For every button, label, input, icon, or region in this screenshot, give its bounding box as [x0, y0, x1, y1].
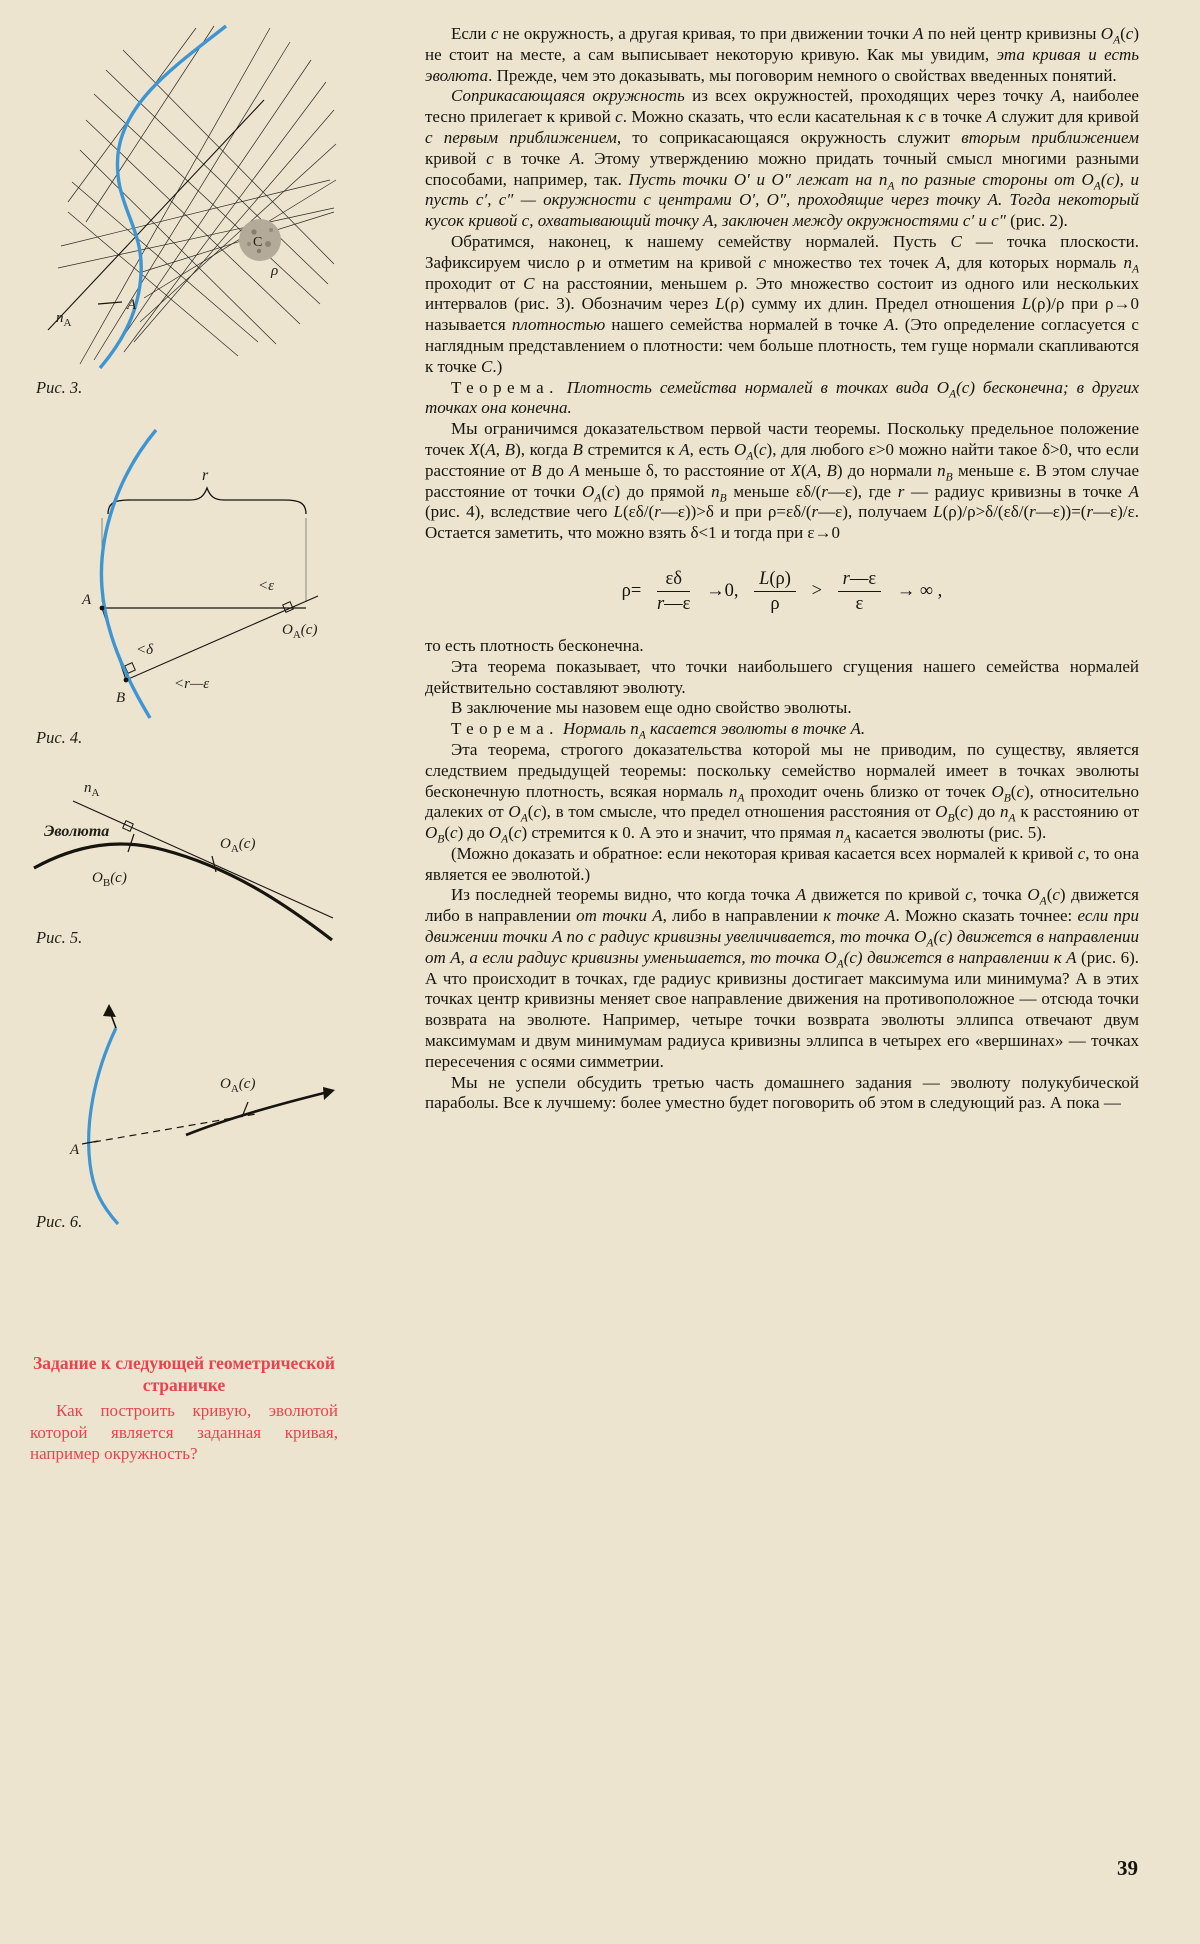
theorem-paragraph: Теорема. Плотность семейства нормалей в точках вида $O_A(c)$ бесконечна; в других точках она конечна. [425, 377, 1139, 418]
figure-3-caption: Рис. 3. [36, 378, 83, 397]
label-evolute: Эволюта [44, 823, 110, 840]
normals-family [58, 26, 336, 364]
paragraph: Мы ограничимся доказательством первой части теоремы. Поскольку предельное положение точек X(A, B), когда B стремится к A, есть $O_A(c)$, для любого ε>0 можно найти такое δ>0, что если расстояние от B до A меньше δ, то расстояние от X(A, B) до нормали $n_B$ меньше ε. В этом случае расстояние от точки $O_A(c)$ до прямой $n_B$ меньше εδ/(r—ε), где r — радиус кривизны в точке A (рис. 4), вследствие чего L(εδ/(r—ε))>δ и при ρ=εδ/(r—ε), получаем L(ρ)/ρ>δ/(εδ/(r—ε))=(r—ε)/ε. Остается заметить, что можно взять δ<1 и тогда при ε→0 [425, 419, 1140, 543]
paragraph: Обратимся, наконец, к нашему семейству нормалей. Пусть C — точка плоскости. Зафиксируем число ρ и отметим на кривой c множество тех точек A, для которых нормаль $n_A$ проходит от C на расстоянии, меньшем ρ. Это множество состоит из одного или нескольких интервалов (рис. 3). Обозначим через L(ρ) сумму их длин. Предел отношения L(ρ)/ρ при ρ→0 называется плотностью нашего семейства нормалей в точке A. (Это определение согласуется с наглядным представлением о плотности: чем больше плотность, тем гуще нормали скапливаются к точке C.) [425, 231, 1140, 376]
paragraph: Эта теорема, строгого доказательства которой мы не приводим, по существу, является следствием предыдущей теоремы: поскольку семейство нормалей имеет в точках эволюты бесконечную плотность, всякая нормаль $n_A$ проходит очень близко от точек $O_B(c)$, относительно далеких от $O_A(c)$, в том смысле, что предел отношения расстояния от $O_B(c)$ до $n_A$ к расстоянию от $O_B(c)$ до $O_A(c)$ стремится к 0. А это и значит, что прямая $n_A$ касается эволюты (рис. 5). [425, 739, 1140, 846]
task-title: Задание к следующей геометрической страничке [33, 1353, 335, 1395]
label-OA: $O_A(c)$ [220, 1076, 256, 1095]
curve-c-blue [101, 430, 156, 718]
paragraph: то есть плотность бесконечна. [425, 635, 644, 655]
figure-4-caption: Рис. 4. [36, 728, 83, 747]
evolute-curve [34, 844, 332, 940]
label-A: A [70, 1142, 80, 1158]
label-lt-delta: <δ [136, 642, 154, 658]
fraction-1-den: r—ε [656, 594, 691, 615]
fraction-1-num: εδ [657, 568, 690, 593]
fraction-2-den: ρ [770, 594, 780, 615]
fraction-1 [657, 568, 690, 614]
paragraph: Соприкасающаяся окружность из всех окружностей, проходящих через точку A, наиболее тесно прилегает к кривой c. Можно сказать, что если касательная к c в точке A служит для кривой c первым приближением, то соприкасающаяся окружность служит вторым приближением кривой c в точке A. Этому утверждению можно придать точный смысл многими разными способами, например, так. Пусть точки O′ и O″ лежат на $n_A$ по разные стороны от $O_A(c)$, и пусть c′, c″ — окружности с центрами O′, O″, проходящие через точку A. Тогда некоторый кусок кривой c, охватывающий точку A, заключен между окружностями c′ и c″ (рис. 2). [425, 86, 1140, 231]
figure-3 [28, 14, 340, 370]
label-B: B [116, 690, 126, 706]
figure-5 [28, 772, 340, 950]
point-A [100, 606, 105, 611]
figure-6 [28, 1002, 340, 1230]
label-nA: $n_A$ [84, 780, 100, 799]
paragraph: Мы не успели обсудить третью часть домашнего задания — эволюту полукубической параболы. Все к лучшему: более уместно будет поговорить об этом в следующий раз. А пока — [425, 1072, 1139, 1113]
curve-c-blue [89, 1028, 118, 1224]
label-C: C [253, 235, 263, 250]
paragraph: Эта теорема показывает, что точки наибольшего сгущения нашего семейства нормалей действительно составляют эволюту. [425, 656, 1139, 697]
curve-c-blue [100, 26, 226, 368]
figure-6-drawing [28, 1002, 340, 1230]
figure-4-drawing [28, 418, 340, 724]
paragraph: Из последней теоремы видно, что когда точка A движется по кривой c, точка $O_A(c)$ движется либо в направлении от точки A, либо в направлении к точке A. Можно сказать точнее: если при движении точки A по c радиус кривизны увеличивается, то точка $O_A(c)$ движется в направлении от A, а если радиус кривизны уменьшается, то точка $O_A(c)$ движется в направлении к A (рис. 6). А что происходит в точках, где радиус кривизны достигает максимума или минимума? А в этих точках центр кривизны меняет свое направление движения на противоположное — отсюда точки возврата на эволюте. Например, четыре точки возврата эволюты эллипса отвечают двум максимумам и двум минимумам радиуса кривизны эллипса в четырех его «вершинах» — точках пересечения с осями симметрии. [425, 885, 1140, 1071]
label-nA: $n_A$ [56, 310, 72, 329]
label-OA: $O_A(c)$ [282, 622, 318, 641]
tangent-nA-line [73, 801, 333, 918]
figure-4 [28, 418, 340, 724]
label-OB: $O_B(c)$ [92, 870, 127, 889]
page-number: 39 [1117, 1856, 1138, 1880]
label-OA: $O_A(c)$ [220, 836, 256, 855]
formula-tail: → ∞ , [896, 580, 943, 601]
label-rho: ρ [271, 263, 279, 279]
point-A-tick [98, 302, 122, 304]
display-formula [425, 560, 1139, 622]
label-A: A [127, 297, 137, 313]
fraction-3-den: ε [855, 594, 864, 615]
evolute-curve [186, 1093, 324, 1135]
formula-relation: > [811, 580, 822, 601]
label-lt-r-minus-eps: <r—ε [174, 676, 210, 692]
label-lt-eps: <ε [258, 578, 275, 594]
point-B [124, 678, 129, 683]
figure-5-caption: Рис. 5. [36, 928, 83, 947]
label-r: r [202, 467, 209, 484]
label-A: A [82, 592, 92, 608]
fraction-3 [838, 568, 881, 614]
task-body: Как построить кривую, эволютой которой является заданная кривая, например окружность? [30, 1401, 338, 1463]
theorem-paragraph: Теорема. Нормаль $n_A$ касается эволюты в точке A. [451, 719, 866, 742]
paragraph: Если c не окружность, а другая кривая, то при движении точки A по ней центр кривизны $O_A(c)$ не стоит на месте, а сам выписывает некоторую кривую. Как мы увидим, эта кривая и есть эволюта. Прежде, чем это доказывать, мы поговорим немного о свойствах введенных понятий. [425, 24, 1140, 85]
figure-3-drawing [28, 14, 340, 370]
fraction-2-num: L(ρ) [754, 568, 796, 593]
formula-arrow-1: →0, [706, 580, 739, 601]
fraction-3-num: r—ε [838, 568, 881, 593]
paragraph: В заключение мы назовем еще одно свойство эволюты. [451, 698, 852, 718]
normal-nA-line [48, 100, 264, 330]
main-text-column [425, 24, 1139, 1114]
formula-lhs: ρ= [621, 580, 642, 601]
figure-5-drawing [28, 772, 340, 950]
arrowhead-up [103, 1004, 116, 1017]
paragraph: (Можно доказать и обратное: если некоторая кривая касается всех нормалей к кривой c, то она является ее эволютой.) [425, 843, 1140, 884]
task-block [30, 1352, 338, 1465]
arrowhead-right [323, 1087, 335, 1100]
fraction-2 [754, 568, 796, 614]
figure-6-caption: Рис. 6. [36, 1212, 83, 1231]
brace-r [108, 488, 306, 514]
